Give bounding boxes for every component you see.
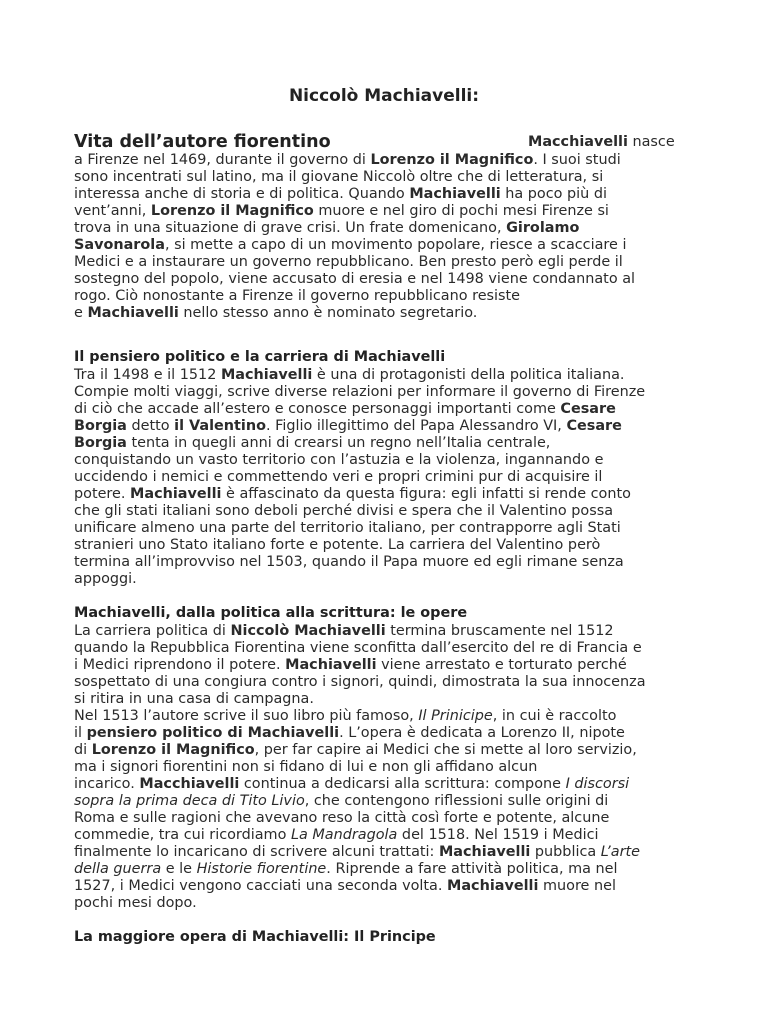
text-run: nello stesso anno è nominato segretario. [178,305,478,321]
text-run: unificare almeno una parte del territorio italiano, per contrapporre agli Stati [74,520,621,536]
text-run: incarico. [74,776,140,792]
section3-paragraph [74,623,694,912]
text-line [74,503,694,520]
text-run: 1527, i Medici vengono cacciati una seconda volta. [74,878,448,894]
text-run: . I suoi studi [533,152,621,168]
text-run: , si mette a capo di un movimento popolare, riesce a scacciare i [164,237,627,253]
text-line [74,844,694,861]
text-line [74,793,694,810]
text-run: ha poco più di [500,186,607,202]
text-run: sostegno del popolo, viene accusato di eresia e nel 1498 viene condannato al [74,271,636,287]
text-run: è affascinato da questa figura: egli infatti si rende conto [221,486,631,502]
text-run: , in cui è raccolto [492,708,617,724]
text-run: e [74,305,88,321]
text-run: commedie, tra cui ricordiamo [74,827,291,843]
bold-run: il Valentino [174,418,266,434]
italic-run: sopra la prima deca di Tito Livio [74,793,305,809]
italic-run: della guerra [74,861,162,877]
text-run: di [74,742,92,758]
text-run: Roma e sulle ragioni che avevano reso la città così forte e potente, alcune [74,810,610,826]
bold-run: Machiavelli [438,844,531,860]
bold-run: Machiavelli [220,367,313,383]
section2-paragraph [74,367,694,588]
text-line [74,305,694,322]
section3-heading: Machiavelli, dalla politica alla scrittura: le opere [74,605,468,621]
text-run: Tra il 1498 e il 1512 [74,367,221,383]
bold-run: Lorenzo il Magnifico [370,152,534,168]
text-run: pochi mesi dopo. [74,895,197,911]
text-run: sono incentrati sul latino, ma il giovane Niccolò oltre che di letteratura, si [74,169,604,185]
text-line [74,674,694,691]
bold-run: pensiero politico di Machiavelli [86,725,340,741]
text-line [74,203,694,220]
bold-run: Girolamo [506,220,580,236]
text-run: di ciò che accade all’estero e conosce personaggi importanti come [74,401,561,417]
bold-run: Lorenzo il Magnifico [150,203,314,219]
text-run: i Medici riprendono il potere. [74,657,286,673]
text-run: a Firenze nel 1469, durante il governo di [74,152,371,168]
text-run: continua a dedicarsi alla scrittura: compone [239,776,566,792]
text-line [74,186,694,203]
text-line [74,878,694,895]
text-line [74,708,694,725]
text-line [74,469,694,486]
bold-run: Macchiavelli [139,776,240,792]
text-run: rogo. Ciò nonostante a Firenze il governo repubblicano resiste [74,288,521,304]
italic-run: Il Prinicipe [418,708,493,724]
text-run: uccidendo i nemici e commettendo veri e propri crimini pur di acquisire il [74,469,603,485]
bold-run: Cesare [566,418,622,434]
text-line [74,827,694,844]
text-run: quando la Repubblica Fiorentina viene sconfitta dall’esercito del re di Francia e [74,640,642,656]
italic-run: I discorsi [565,776,630,792]
text-line [74,657,694,674]
text-line [74,254,694,271]
text-line [74,237,694,254]
text-run: ma i signori fiorentini non si fidano di lui e non gli affidano alcun [74,759,538,775]
italic-run: Historie fiorentine [196,861,327,877]
text-run: . Riprende a fare attività politica, ma nel [326,861,618,877]
section1-heading: Vita dell’autore fiorentino [74,132,331,152]
text-run: termina bruscamente nel 1512 [385,623,614,639]
text-line [74,384,694,401]
text-run: Compie molti viaggi, scrive diverse relazioni per informare il governo di Firenze [74,384,646,400]
text-run: e le [161,861,197,877]
text-run: il [74,725,87,741]
text-run: sospettato di una congiura contro i signori, quindi, dimostrata la sua innocenza [74,674,646,690]
text-run: finalmente lo incaricano di scrivere alcuni trattati: [74,844,439,860]
text-line [74,435,694,452]
bold-run: Machiavelli [87,305,179,321]
text-run: muore e nel giro di pochi mesi Firenze si [313,203,609,219]
text-line [74,725,694,742]
text-run: nasce [627,134,675,150]
text-line [74,895,694,912]
bold-run: Machiavelli [130,486,222,502]
bold-run: Lorenzo il Magnifico [91,742,255,758]
text-line [74,169,694,186]
text-line [74,810,694,827]
section1-first-line [528,134,675,150]
text-run: termina all’improvviso nel 1503, quando il Papa muore ed egli rimane senza [74,554,624,570]
text-run: potere. [74,486,131,502]
text-run: conquistando un vasto territorio con l’astuzia e la violenza, ingannando e [74,452,604,468]
text-line [74,640,694,657]
text-line [74,452,694,469]
text-run: del 1518. Nel 1519 i Medici [397,827,599,843]
bold-run: Machiavelli [447,878,539,894]
text-line [74,486,694,503]
text-run: muore nel [538,878,616,894]
section4-heading: La maggiore opera di Machiavelli: Il Principe [74,929,436,945]
text-line [74,418,694,435]
text-line [74,742,694,759]
text-run: Medici e a instaurare un governo repubblicano. Ben presto però egli perde il [74,254,623,270]
bold-run: Borgia [74,435,127,451]
text-run: vent’anni, [74,203,151,219]
text-run: detto [126,418,175,434]
text-line [74,571,694,588]
text-run: . L’opera è dedicata a Lorenzo II, nipote [339,725,625,741]
text-run: è una di protagonisti della politica italiana. [312,367,625,383]
bold-run: Savonarola [74,237,165,253]
text-line [74,152,694,169]
text-run: interessa anche di storia e di politica. Quando [74,186,410,202]
text-run: stranieri uno Stato italiano forte e potente. La carriera del Valentino però [74,537,601,553]
section2-heading: Il pensiero politico e la carriera di Machiavelli [74,349,446,365]
bold-name: Macchiavelli [528,134,628,150]
text-line [74,623,694,640]
text-run: , che contengono riflessioni sulle origini di [304,793,609,809]
bold-run: Borgia [74,418,127,434]
text-line [74,554,694,571]
section1-paragraph [74,152,694,322]
text-line [74,537,694,554]
text-run: . Figlio illegittimo del Papa Alessandro VI, [265,418,567,434]
text-run: viene arrestato e torturato perché [376,657,627,673]
text-line [74,271,694,288]
text-run: La carriera politica di [74,623,231,639]
bold-run: Machiavelli [409,186,501,202]
italic-run: L’arte [600,844,640,860]
text-line [74,401,694,418]
text-line [74,691,694,708]
text-line [74,776,694,793]
text-line [74,861,694,878]
bold-run: Cesare [560,401,616,417]
text-run: trova in una situazione di grave crisi. Un frate domenicano, [74,220,507,236]
text-run: che gli stati italiani sono deboli perché divisi e spera che il Valentino possa [74,503,614,519]
text-run: pubblica [530,844,601,860]
text-run: , per far capire ai Medici che si mette al loro servizio, [254,742,637,758]
text-run: si ritira in una casa di campagna. [74,691,314,707]
text-line [74,759,694,776]
text-run: tenta in quegli anni di crearsi un regno nell’Italia centrale, [126,435,551,451]
italic-run: La Mandragola [290,827,398,843]
bold-run: Machiavelli [285,657,377,673]
text-run: Nel 1513 l’autore scrive il suo libro più famoso, [74,708,419,724]
text-line [74,220,694,237]
text-run: appoggi. [74,571,137,587]
document-title: Niccolò Machiavelli: [288,86,480,106]
text-line [74,288,694,305]
text-line [74,367,694,384]
bold-run: Niccolò Machiavelli [230,623,386,639]
text-line [74,520,694,537]
